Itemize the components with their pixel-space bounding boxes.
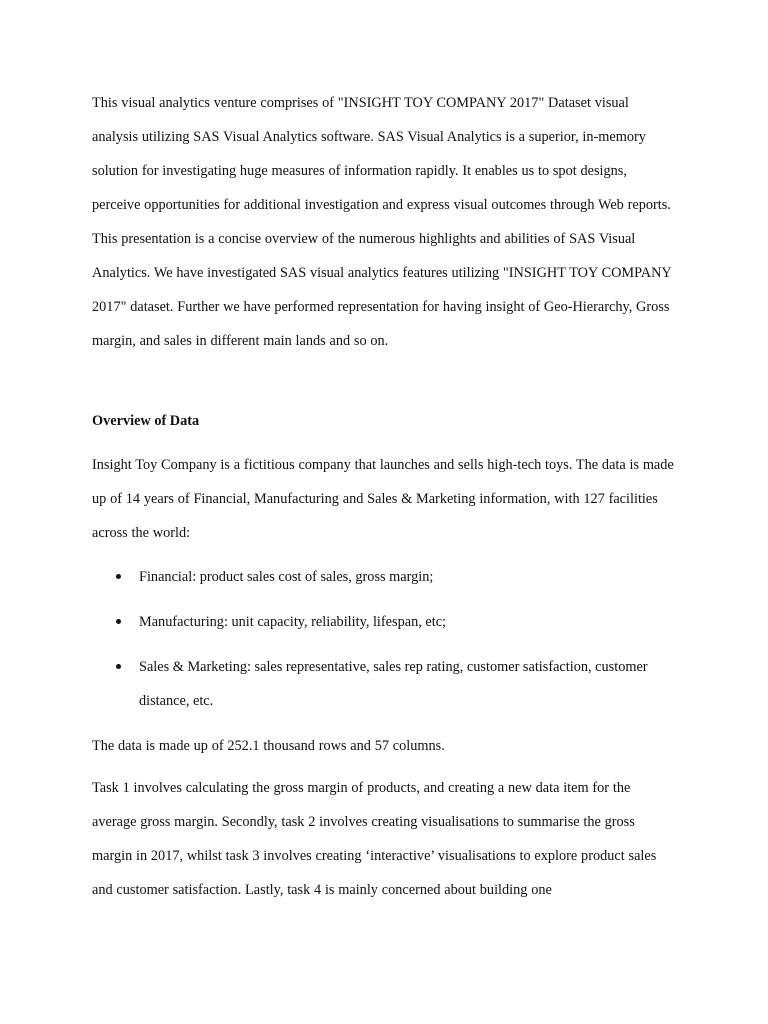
section-heading: Overview of Data — [92, 413, 200, 429]
list-item — [92, 560, 676, 594]
list-item-text: Sales & Marketing: sales representative, sales rep rating, customer satisfaction, customer distance, etc. — [139, 659, 648, 709]
tasks-paragraph: Task 1 involves calculating the gross margin of products, and creating a new data item for the average gross margin. Secondly, task 2 involves creating visualisations to summarise the gross margin in 2017, whilst task 3 involves creating ‘interactive’ visualisations to explore product sales and customer satisfaction. Lastly, task 4 is mainly concerned about building one — [92, 780, 657, 898]
list-item — [92, 650, 676, 718]
bullet-icon — [116, 619, 121, 624]
overview-paragraph: Insight Toy Company is a fictitious company that launches and sells high-tech toys. The data is made up of 14 years of Financial, Manufacturing and Sales & Marketing information, with 127 facilities across the world: — [92, 457, 674, 541]
list-item-text: Manufacturing: unit capacity, reliability, lifespan, etc; — [139, 614, 447, 630]
data-categories-list — [92, 560, 676, 718]
intro-paragraph: This visual analytics venture comprises of "INSIGHT TOY COMPANY 2017" Dataset visual analysis utilizing SAS Visual Analytics software. SAS Visual Analytics is a superior, in-memory solution for investigating huge measures of information rapidly. It enables us to spot designs, perceive opportunities for additional investigation and express visual outcomes through Web reports. This presentation is a concise overview of the numerous highlights and abilities of SAS Visual Analytics. We have investigated SAS visual analytics features utilizing "INSIGHT TOY COMPANY 2017" dataset. Further we have performed representation for having insight of Geo-Hierarchy, Gross margin, and sales in different main lands and so on. — [92, 95, 672, 349]
bullet-icon — [116, 664, 121, 669]
bullet-icon — [116, 574, 121, 579]
list-item-text: Financial: product sales cost of sales, gross margin; — [139, 569, 434, 585]
rows-columns-paragraph: The data is made up of 252.1 thousand rows and 57 columns. — [92, 738, 445, 754]
list-item — [92, 605, 676, 639]
